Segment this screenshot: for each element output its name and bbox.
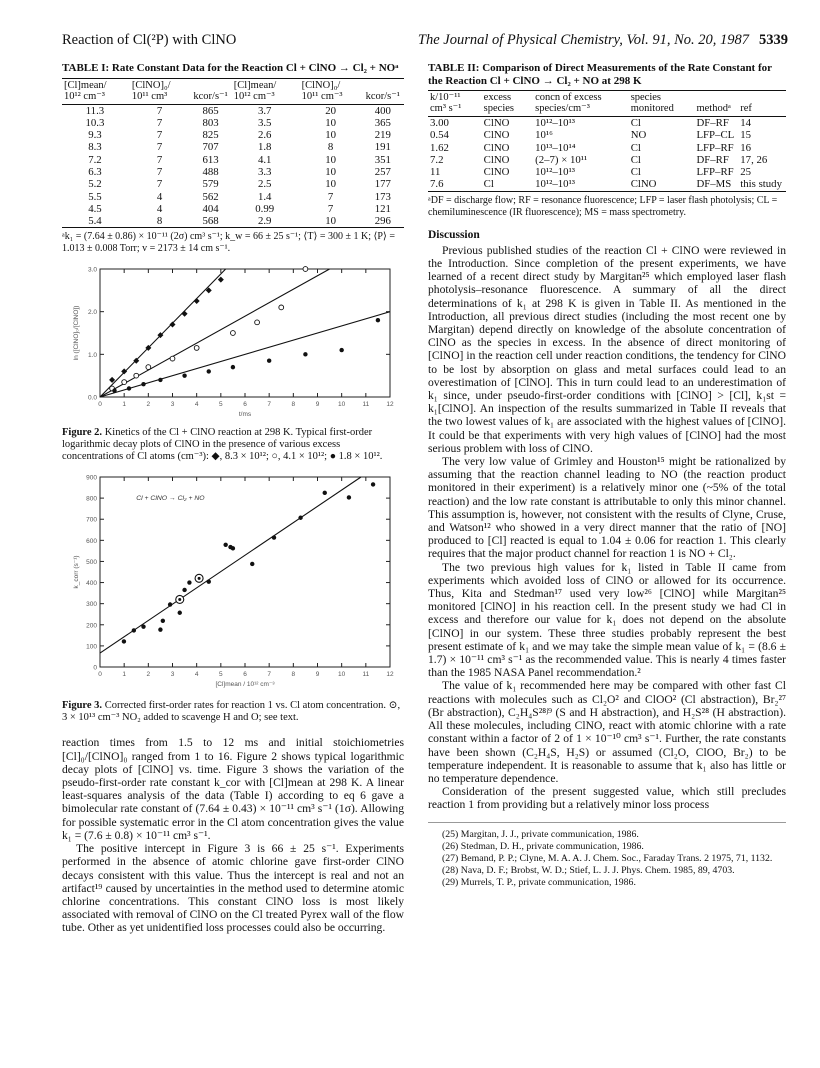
x-tick-label: 10 (338, 671, 346, 679)
table2-cell: 0.54 (430, 129, 449, 142)
data-point-filled-circle (371, 483, 375, 487)
y-tick-label: 500 (86, 559, 97, 567)
table2-cell: 10¹⁶ (535, 129, 553, 142)
table2-cell: ClNO (483, 153, 510, 166)
table1-cell: 296 (374, 215, 391, 228)
data-point-filled-circle (267, 359, 271, 363)
data-point-filled-circle (112, 389, 116, 393)
data-point-open-circle (255, 320, 260, 325)
data-point-open-circle (231, 331, 236, 336)
table1-row (62, 104, 404, 117)
table2-header-4: methodᵃ (696, 103, 731, 114)
plot-frame (100, 269, 390, 397)
y-tick-label: 3.0 (87, 266, 97, 274)
x-tick-label: 8 (291, 401, 296, 409)
data-point-filled-circle (207, 370, 211, 374)
table1-cell: 7 (327, 202, 334, 215)
left-column (62, 62, 404, 935)
table2-row (428, 154, 786, 166)
left-paragraph-2: The positive intercept in Figure 3 is 66 ± 25 s⁻¹. Experiments performed in the absence of atomic chlorine gave first-order ClNO decays consistent with this value. Thus the intercept is real and not an artifact¹⁹ caused by uncertainties in the method used to determine atomic chlorine concentrations. This constant ClNO loss is most likely associated with removal of ClNO on the Cl treated Pyrex wall of the flow tube. Other as yet unidentified loss processes could also be occurring. (62, 842, 404, 935)
table2-cell: 11 (430, 166, 441, 179)
table2-cell: NO (630, 129, 647, 142)
table1-cell: 7.2 (88, 153, 102, 166)
reference-item: (26) Stedman, D. H., private communication, 1986. (442, 840, 644, 852)
table2-cell: 16 (740, 141, 752, 154)
y-axis-label: ln ([ClNO]₀/[ClNO]) (73, 306, 80, 361)
table2-cell: 10¹³–10¹⁴ (535, 141, 576, 154)
reference-item: (29) Murrels, T. P., private communication, 1986. (442, 876, 636, 888)
table2-cell: 17, 26 (740, 153, 768, 166)
plot-frame (100, 477, 390, 667)
reference-item: (28) Nava, D. F.; Brobst, W. D.; Stief, L. J. J. Phys. Chem. 1985, 89, 4703. (442, 864, 735, 876)
data-point-filled-circle (141, 625, 145, 629)
table1-cell: 7 (327, 190, 334, 203)
data-point-filled-circle (161, 619, 165, 623)
table1-cell: 11.3 (85, 104, 105, 117)
table2-cell: 1.62 (430, 141, 449, 154)
table1-cell: 4 (156, 202, 163, 215)
y-tick-label: 400 (86, 580, 97, 588)
table2-cell: LFP–CL (696, 129, 735, 142)
table1-cell: 3.7 (257, 104, 272, 117)
table1-cell: 865 (202, 104, 219, 117)
data-point-filled-circle (141, 382, 145, 386)
table1-cell: 7 (156, 165, 163, 178)
data-point-circled-dot-center (198, 577, 201, 580)
table1-row (62, 215, 404, 228)
data-point-filled-circle (323, 491, 327, 495)
table1-cell: 1.4 (257, 190, 272, 203)
data-point-filled-circle (132, 629, 136, 633)
table2-cell: LFP–RF (696, 141, 734, 154)
table1-cell: 10.3 (85, 116, 105, 129)
y-tick-label: 100 (86, 643, 97, 651)
y-tick-label: 700 (86, 517, 97, 525)
y-tick-label: 1.0 (87, 352, 97, 360)
data-point-open-circle (134, 374, 139, 379)
table2-header-1: excess species (483, 92, 514, 114)
table1-cell: 6.3 (88, 165, 102, 178)
reference-item: (27) Bemand, P. P.; Clyne, M. A. A. J. Chem. Soc., Faraday Trans. 2 1975, 71, 1132. (442, 852, 773, 864)
y-tick-label: 800 (86, 496, 97, 504)
reference-item: (25) Margitan, J. J., private communication, 1986. (442, 828, 639, 840)
discussion-heading: Discussion (428, 228, 480, 241)
table2-header-2: concn of excess species/cm⁻³ (535, 92, 602, 114)
table1-cell: 351 (374, 153, 391, 166)
data-point-diamond (218, 277, 224, 283)
data-point-filled-circle (122, 640, 126, 644)
x-tick-label: 9 (315, 401, 320, 409)
table1-cell: 2.5 (257, 178, 272, 191)
x-tick-label: 2 (146, 671, 151, 679)
data-point-filled-circle (272, 536, 276, 540)
table2-cell: 10¹²–10¹³ (535, 178, 576, 191)
figure3 (62, 469, 404, 724)
table2-row (428, 142, 786, 154)
table1-row (62, 117, 404, 129)
table1-cell: 121 (374, 202, 391, 215)
data-point-open-circle (122, 380, 127, 385)
table1-cell: 365 (374, 116, 391, 129)
discussion-paragraph: Previous published studies of the reaction Cl + ClNO were reviewed in the Introduction. Since completion of the present experiments, we have learned of a recent direct study by Margitan²⁵ which employed laser flash photolysis–resonance fluorescence. A summary of all the direct determinations of k₁ at 298 K is given in Table II. As mentioned in the Introduction, all previous direct studies (including the most recent one by Margitan) depend directly on knowledge of the absolute concentration of ClNO as the species in excess. In the absence of direct monitoring of [ClNO] in the reaction cell under reaction conditions, the tendency for ClNO to be lost by absorption on glass and metal surfaces could lead to an overestimation of [ClNO]. This in turn could lead to an underestimation of k₁ since, under pseudo-first-order conditions with [ClNO] > [Cl], k₁st = k₁[ClNO]. An inspection of the results summarized in Table II reveals that the two lowest values of k₁ are associated with the highest values of [ClNO]. It could be that experiments with very high values of [ClNO] had the most serious problem with loss of ClNO. (428, 243, 786, 455)
table2-cell: DF–MS (696, 178, 732, 191)
table1-cell: 4.5 (88, 202, 102, 215)
table1-cell: 10 (325, 165, 336, 178)
table1-row (62, 154, 404, 166)
table1-cell: 10 (325, 215, 336, 228)
table1-cell: 9.3 (88, 129, 102, 142)
x-axis-label: [Cl]mean / 10¹² cm⁻³ (215, 681, 275, 689)
table1-cell: 404 (202, 202, 219, 215)
table1-cell: 2.6 (257, 129, 272, 142)
data-point-filled-circle (303, 353, 307, 357)
table2-header-0: k/10⁻¹¹ cm³ s⁻¹ (430, 92, 462, 114)
data-point-filled-circle (250, 562, 254, 566)
left-paragraph-1: reaction times from 1.5 to 12 ms and initial stoichiometries [Cl]₀/[ClNO]₀ ranged from 1 to 16. Figure 2 shows typical logarithmic decay plots of [ClNO] vs. time. Figure 3 shows the variation of the pseudo-first-order rate constant k_cor with [Cl]mean at 298 K. A linear least-squares analysis of the data (Table I) according to eq 6 gave a bimolecular rate constant of (7.64 ± 0.43) × 10⁻¹¹ cm³ s⁻¹ (1σ). Allowing for possible systematic error in the Cl atom concentration gives the value k₁ = (7.6 ± 0.8) × 10⁻¹¹ cm³ s⁻¹. (62, 736, 404, 842)
table1-caption: TABLE I: Rate Constant Data for the Reaction Cl + ClNO → Cl₂ + NOᵃ (62, 62, 399, 74)
table2-cell: ClNO (483, 129, 510, 142)
fit-line (100, 269, 226, 397)
table1-cell: 0.99 (255, 202, 275, 215)
table1-cell: 562 (202, 190, 219, 203)
table2-cell: 10¹²–10¹³ (535, 166, 576, 179)
table1-cell: 8 (156, 215, 163, 228)
data-point-filled-circle (339, 348, 343, 352)
table2-cell: ClNO (483, 166, 510, 179)
x-tick-label: 2 (146, 401, 151, 409)
data-point-filled-circle (158, 628, 162, 632)
data-point-filled-circle (127, 387, 131, 391)
table2-cell: Cl (630, 141, 641, 154)
fit-line (100, 477, 361, 653)
table1-header-0: [Cl]mean/ 10¹² cm⁻³ (64, 79, 107, 102)
table2-cell: (2–7) × 10¹¹ (535, 153, 588, 166)
table2-cell: LFP–RF (696, 166, 734, 179)
table1-cell: 825 (202, 129, 219, 142)
table1-cell: 579 (202, 178, 219, 191)
x-tick-label: 12 (386, 401, 394, 409)
y-tick-label: 2.0 (87, 309, 97, 317)
figure2-chart (62, 261, 402, 421)
figure3-caption: Figure 3. Corrected first-order rates for reaction 1 vs. Cl atom concentration. ⊙, 3 × 10¹³ cm⁻³ NO₂ added to scavenge H and O; see text. (62, 700, 401, 724)
data-point-circled-dot-center (178, 598, 181, 601)
figure-annotation: Cl + ClNO → Cl₂ + NO (136, 495, 205, 503)
table1-cell: 7 (156, 178, 163, 191)
table2-row (428, 117, 786, 130)
data-point-diamond (121, 369, 127, 375)
y-axis-label: k_corr (s⁻¹) (73, 555, 80, 589)
table2-row (428, 178, 786, 191)
table2-header-3: species monitored (630, 92, 674, 114)
x-tick-label: 0 (98, 671, 102, 679)
table1-row (62, 129, 404, 141)
table1-cell: 568 (202, 215, 219, 228)
table2-cell: this study (740, 178, 782, 191)
discussion-body (428, 244, 786, 812)
figure2 (62, 261, 404, 463)
table2-cell: 10¹²–10¹³ (535, 117, 576, 129)
data-point-open-circle (170, 357, 175, 362)
data-point-filled-circle (231, 365, 235, 369)
data-point-filled-circle (347, 496, 351, 500)
table1-header-3: [Cl]mean/ 10¹² cm⁻³ (233, 79, 277, 102)
x-tick-label: 9 (315, 671, 320, 679)
y-tick-label: 300 (86, 601, 97, 609)
table1-cell: 4 (156, 190, 163, 203)
data-point-diamond (170, 322, 176, 328)
data-point-filled-circle (178, 611, 182, 615)
x-tick-label: 6 (243, 671, 247, 679)
x-tick-label: 3 (170, 401, 175, 409)
table2-cell: ClNO (483, 117, 510, 129)
table1-cell: 707 (202, 141, 219, 154)
table2-cell: Cl (630, 117, 641, 129)
table1-header-4: [ClNO]₀/ 10¹¹ cm⁻³ (301, 79, 343, 102)
table1-cell: 10 (325, 129, 336, 142)
journal-citation: The Journal of Physical Chemistry, Vol. 91, No. 20, 1987 (417, 32, 749, 48)
x-tick-label: 11 (362, 401, 370, 409)
discussion-paragraph: The value of k₁ recommended here may be compared with other fast Cl reactions with molecules such as Cl₂O² and ClOO² (Cl abstraction), Br₂²⁷ (Br abstraction), C₂H₄S²⁸ʲ⁹ (S and H abstraction), and H₂S²⁸ (H abstraction). All these molecules, including ClNO, react with atomic chlorine with a rate constant within a factor of 2 of 1 × 10⁻¹⁰ cm³ s⁻¹. Further, the rate constants have been shown (C₂H₄S, H₂S) or assumed (Cl₂O, ClOO, Br₂) to be temperature independent. It is reasonable to assume that k₁ also has little or no temperature dependence. (428, 679, 786, 785)
table1-cell: 7 (156, 153, 163, 166)
table2-cell: Cl (630, 166, 641, 179)
table1-row (62, 178, 404, 190)
table1-cell: 5.4 (88, 215, 102, 228)
y-tick-label: 200 (86, 622, 97, 630)
table1-cell: 8 (327, 141, 334, 154)
table1 (62, 78, 404, 229)
data-point-filled-circle (223, 543, 227, 547)
discussion-paragraph: Consideration of the present suggested value, which still precludes reaction 1 from providing but a relatively minor loss process (428, 785, 786, 812)
table2-cell: 25 (740, 166, 752, 179)
table1-cell: 173 (374, 190, 391, 203)
table2-header-5: ref (740, 103, 752, 114)
table1-header-1: [ClNO]₀/ 10¹¹ cm³ (131, 79, 171, 102)
y-tick-label: 0 (93, 664, 97, 672)
table1-row (62, 166, 404, 178)
discussion-paragraph: The very low value of Grimley and Houston¹⁵ might be rationalized by assuming that the reaction channel leading to NO (the reaction product monitored in their experiment) is a relatively minor one (~5% of the total reaction) and the low rate constant is attributable to only this minor channel. This assumption is, however, not consistent with the results of Clyne, Cruse, and Watson¹² who showed in a very direct manner that the ratio of [NO] produced to [Cl] reacted is equal to 1.04 ± 0.06 for reaction 1. This clearly requires that the major product channel for reaction 1 is NO + Cl₂. (428, 455, 786, 561)
data-point-filled-circle (187, 581, 191, 585)
data-point-filled-circle (298, 516, 302, 520)
table1-cell: 7 (156, 116, 163, 129)
table1-header-5: kcor/s⁻¹ (365, 90, 400, 102)
data-point-open-circle (303, 267, 308, 272)
x-tick-label: 1 (122, 401, 126, 409)
x-tick-label: 12 (386, 671, 394, 679)
table2-cell: 15 (740, 129, 752, 142)
x-tick-label: 8 (291, 671, 296, 679)
y-tick-label: 600 (86, 538, 97, 546)
table1-cell: 177 (374, 178, 391, 191)
table1-cell: 10 (325, 153, 336, 166)
data-point-filled-circle (376, 318, 380, 322)
data-point-open-circle (146, 365, 151, 370)
x-tick-label: 10 (338, 401, 346, 409)
data-point-filled-circle (207, 580, 211, 584)
x-tick-label: 5 (219, 401, 223, 409)
table2-cell: Cl (630, 153, 641, 166)
table2-footnote: ᵃDF = discharge flow; RF = resonance fluorescence; LFP = laser flash photolysis; CL = chemiluminescence (IR fluorescence); MS = mass spectrometry. (428, 194, 778, 218)
x-tick-label: 0 (98, 401, 102, 409)
x-axis-label: t/ms (238, 411, 252, 419)
x-tick-label: 7 (267, 671, 271, 679)
table1-cell: 8.3 (88, 141, 102, 154)
table2-cell: ClNO (630, 178, 657, 191)
x-tick-label: 6 (243, 401, 247, 409)
x-tick-label: 3 (170, 671, 175, 679)
x-tick-label: 11 (362, 671, 370, 679)
table1-cell: 803 (202, 116, 219, 129)
y-tick-label: 900 (86, 474, 97, 482)
x-tick-label: 4 (194, 401, 199, 409)
table2 (428, 90, 786, 192)
table2-caption: TABLE II: Comparison of Direct Measurements of the Rate Constant for the Reaction Cl + ClNO → Cl₂ + NO at 298 K (428, 62, 772, 87)
table1-cell: 3.5 (257, 116, 272, 129)
table1-cell: 219 (374, 129, 391, 142)
table1-cell: 5.5 (88, 190, 102, 203)
table1-row (62, 191, 404, 203)
table1-cell: 7 (156, 104, 163, 117)
data-point-diamond (182, 311, 188, 317)
data-point-filled-circle (168, 603, 172, 607)
table2-cell: DF–RF (696, 117, 729, 129)
running-header-journal (418, 32, 788, 49)
table2-cell: ClNO (483, 141, 510, 154)
data-point-filled-circle (182, 588, 186, 592)
figure3-chart (62, 469, 402, 694)
table1-row (62, 141, 404, 153)
table1-footnote: ᵃk₁ = (7.64 ± 0.86) × 10⁻¹¹ (2σ) cm³ s⁻¹; k_w = 66 ± 25 s⁻¹; ⟨T⟩ = 300 ± 1 K; ⟨P⟩ = 1.013 ± 0.008 Torr; v = 2173 ± 14 cm s⁻¹. (62, 231, 395, 255)
page-number: 5339 (759, 32, 788, 48)
data-point-open-circle (194, 346, 199, 351)
right-column (428, 62, 786, 889)
table2-cell: 14 (740, 117, 752, 129)
table1-cell: 400 (374, 104, 391, 117)
table1-row (62, 203, 404, 215)
table2-cell: DF–RF (696, 153, 729, 166)
table2-cell: 7.6 (430, 178, 444, 191)
data-point-diamond (194, 298, 200, 304)
data-point-filled-circle (231, 547, 235, 551)
table2-row (428, 129, 786, 141)
table1-cell: 3.3 (257, 165, 272, 178)
data-point-filled-circle (158, 378, 162, 382)
table1-cell: 4.1 (257, 153, 272, 166)
table1-cell: 2.9 (257, 215, 272, 228)
table1-cell: 7 (156, 141, 163, 154)
y-tick-label: 0.0 (87, 394, 97, 402)
table1-cell: 10 (325, 178, 336, 191)
table1-cell: 257 (374, 165, 391, 178)
x-tick-label: 4 (194, 671, 199, 679)
table1-cell: 7 (156, 129, 163, 142)
discussion-paragraph: The two previous high values for k₁ listed in Table II came from experiments which avoided loss of ClNO or allowed for its occurrence. Thus, Kita and Stedman¹⁷ used very low²⁶ [ClNO] while Margitan²⁵ monitored [ClNO] in his reaction cell. In the present study we had Cl in excess and therefore our value for k₁ does not depend on the absolute [ClNO] in our system. These three studies probably represent the best present estimate of k₁ and we may take the simple mean value of k₁ = (8.6 ± 1.7) × 10⁻¹¹ cm³ s⁻¹ as the recommended value. This is nearly 4 times faster than the 1985 NASA Panel recommendation.² (428, 560, 786, 680)
table2-cell: 3.00 (430, 117, 449, 129)
data-point-open-circle (279, 305, 284, 310)
table1-cell: 20 (325, 104, 336, 117)
left-body-text (62, 736, 404, 934)
data-point-filled-circle (182, 374, 186, 378)
table2-row (428, 166, 786, 178)
table1-cell: 5.2 (88, 178, 102, 191)
table1-header-2: kcor/s⁻¹ (193, 90, 228, 102)
table1-cell: 488 (202, 165, 219, 178)
x-tick-label: 1 (122, 671, 126, 679)
table1-cell: 191 (374, 141, 391, 154)
figure2-caption: Figure 2. Kinetics of the Cl + ClNO reaction at 298 K. Typical first-order logarithmic decay plots of ClNO in the presence of various excess concentrations of Cl atoms (cm⁻³): ◆, 8.3 × 10¹²; ○, 4.1 × 10¹²; ● 1.8 × 10¹². (62, 427, 383, 463)
table1-cell: 10 (325, 116, 336, 129)
references (428, 822, 786, 888)
running-header-title: Reaction of Cl(²P) with ClNO (62, 32, 237, 48)
table1-cell: 1.8 (257, 141, 272, 154)
table2-cell: Cl (483, 178, 494, 191)
x-tick-label: 5 (219, 671, 223, 679)
x-tick-label: 7 (267, 401, 271, 409)
table1-cell: 613 (202, 153, 219, 166)
table2-cell: 7.2 (430, 153, 444, 166)
